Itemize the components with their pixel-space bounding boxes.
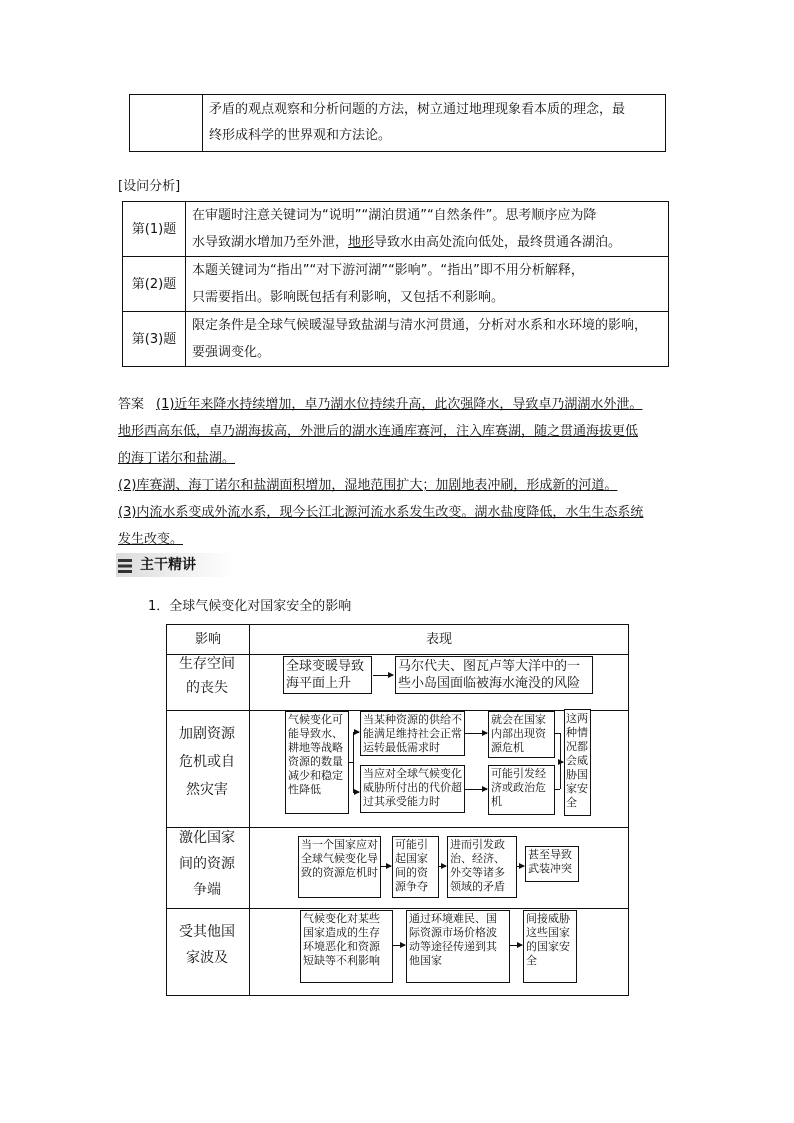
answer-line-1 <box>118 391 688 418</box>
analysis-row-3 <box>123 312 669 367</box>
analysis-row-content <box>186 312 669 367</box>
analysis-row-2-line-1: 本题关键词为“指出”“对下游河湖”“影响”。“指出”即不用分析解释， <box>192 263 584 278</box>
analysis-row-label: 第(3)题 <box>123 312 186 367</box>
analysis-table <box>122 201 669 367</box>
flow-r2-box-a: 气候变化可能导致水、耕地等战略资源的数量减少和稳定性降低 <box>285 711 349 814</box>
arrow-icon <box>353 732 359 733</box>
arrow-icon <box>560 762 563 763</box>
label-line: 然灾害 <box>186 782 228 798</box>
arrow-icon <box>465 733 487 734</box>
answer-line-2: 地形西高东低，卓乃湖海拔高，外泄后的湖水连通库赛河，注入库赛湖，随之贯通海拔更低 <box>118 424 639 439</box>
analysis-row-2-line-2: 只需要指出。影响既包括有利影响，又包括不利影响。 <box>192 290 505 305</box>
analysis-row-1-line-1: 在审题时注意关键词为“说明”“湖泊贯通”“自然条件”。思考顺序应为降 <box>192 208 597 223</box>
answer-block <box>118 391 688 553</box>
analysis-row-3-line-1: 限定条件是全球气候暖湿导致盐湖与清水河贯通，分析对水系和水环境的影响， <box>192 318 648 333</box>
label-line: 的丧失 <box>186 680 228 696</box>
answer-text: (1)近年来降水持续增加，卓乃湖水位持续升高，此次强降水，导致卓乃湖湖水外泄。 <box>156 397 643 412</box>
section-icon <box>118 558 132 572</box>
flow-r2-box-c2: 可能引发经济或政治危机 <box>488 765 555 815</box>
arrow-icon <box>517 866 524 867</box>
answer-line-5: (3)内流水系变成外流水系，现今长江北源河流水系发生改变。湖水盐度降低，水生生态系统 <box>118 505 644 520</box>
label-line: 生存空间 <box>179 656 235 672</box>
analysis-row-label: 第(1)题 <box>123 202 186 257</box>
arrow-icon <box>373 675 393 676</box>
line-text: 导致水由高处流向低处，最终贯通各湖泊。 <box>374 235 622 250</box>
label-line: 家波及 <box>186 950 228 966</box>
answer-label: 答案 <box>118 397 145 412</box>
flow-r3-box-1: 当一个国家应对全球气候变化导致的资源危机时 <box>298 836 381 898</box>
label-line: 受其他国 <box>179 924 235 940</box>
top-table-text-cell <box>202 94 666 152</box>
top-table-label-cell <box>129 94 203 152</box>
analysis-row-content <box>186 202 669 257</box>
flow-r2-box-b2: 当应对全球气候变化威胁所付出的代价超过其承受能力时 <box>360 765 465 813</box>
top-row-line-1: 矛盾的观点观察和分析问题的方法，树立通过地理现象看本质的理念，最 <box>209 102 626 117</box>
analysis-heading: [设问分析] <box>118 179 181 194</box>
answer-line-6: 发生改变。 <box>118 532 184 547</box>
connector-line <box>353 732 354 792</box>
flow-r4-box-3: 间接威胁这些国家的国家安全 <box>523 910 577 983</box>
row-4-label <box>167 919 247 971</box>
flow-r3-box-2: 可能引起国家间的资源争夺 <box>392 836 439 898</box>
analysis-row-3-line-2: 要强调变化。 <box>192 345 271 360</box>
arrow-icon <box>465 789 487 790</box>
analysis-row-content <box>186 257 669 312</box>
header-impact: 影响 <box>167 625 250 655</box>
connector-line <box>555 789 560 790</box>
arrow-icon <box>393 945 405 946</box>
header-manifestation: 表现 <box>250 625 629 655</box>
top-row-line-2: 终形成科学的世界观和方法论。 <box>209 128 392 143</box>
arrow-icon <box>381 866 391 867</box>
flow-r3-box-3: 进而引发政治、经济、外交等诸多领域的矛盾 <box>447 836 517 898</box>
answer-line-4: (2)库赛湖、海丁诺尔和盐湖面积增加，湿地范围扩大；加剧地表冲刷，形成新的河道。 <box>118 478 618 493</box>
label-line: 危机或自 <box>179 754 235 770</box>
arrow-icon <box>439 866 446 867</box>
arrow-icon <box>510 945 522 946</box>
label-line: 加剧资源 <box>179 726 235 742</box>
flow-r1-box-2: 马尔代夫、图瓦卢等大洋中的一些小岛国面临被海水淹没的风险 <box>395 656 593 694</box>
label-line: 激化国家 <box>179 830 235 846</box>
flow-r4-box-1: 气候变化对某些国家造成的生存环境恶化和资源短缺等不利影响 <box>300 910 393 983</box>
flow-r3-box-4: 甚至导致武装冲突 <box>525 846 579 882</box>
flow-r2-box-b1: 当某种资源的供给不能满足维持社会正常运转最低需求时 <box>360 711 465 756</box>
point-1-title: 1．全球气候变化对国家安全的影响 <box>148 599 352 614</box>
section-title: 主干精讲 <box>140 557 196 573</box>
underlined-keyword: 地形 <box>348 235 375 250</box>
flow-r2-box-c1: 就会在国家内部出现资源危机 <box>488 711 555 758</box>
analysis-row-1-line-2 <box>192 229 662 256</box>
row-3-label <box>167 825 247 903</box>
impact-table-header <box>167 625 629 655</box>
answer-line-3: 的海丁诺尔和盐湖。 <box>118 451 236 466</box>
analysis-row-1 <box>123 202 669 257</box>
label-line: 间的资源 <box>179 856 235 872</box>
line-text: 水导致湖水增加乃至外泄， <box>192 235 349 250</box>
analysis-row-label: 第(2)题 <box>123 257 186 312</box>
analysis-row-2 <box>123 257 669 312</box>
row-2-label <box>167 720 247 804</box>
flow-r4-box-2: 通过环境难民、国际资源市场价格波动等途径传递到其他国家 <box>406 910 510 983</box>
flow-r2-box-d: 这两种情况都会威胁国家安全 <box>564 709 591 816</box>
arrow-icon <box>353 792 359 793</box>
row-1-label <box>167 652 247 700</box>
flow-r1-box-1: 全球变暖导致海平面上升 <box>283 656 372 694</box>
label-line: 争端 <box>193 882 221 898</box>
